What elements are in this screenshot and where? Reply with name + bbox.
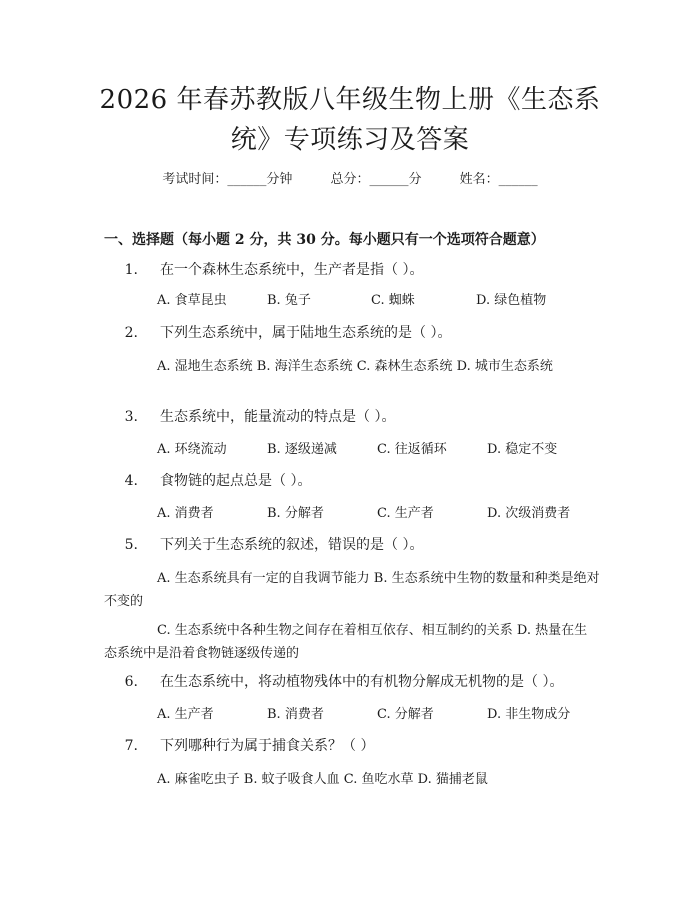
exam-time: 考试时间：______分钟 <box>162 172 293 187</box>
question-number: 4. <box>124 473 138 489</box>
section-heading: 一、选择题（每小题 2 分，共 30 分。每小题只有一个选项符合题意） <box>104 232 545 248</box>
question-stem: 食物链的起点总是（ ）。 <box>160 473 312 489</box>
option: B. 逐级递减 <box>267 442 337 457</box>
option: C. 分解者 <box>377 707 434 722</box>
option: C. 蜘蛛 <box>371 293 415 308</box>
option: A. 消费者 <box>157 506 214 521</box>
question <box>104 470 604 492</box>
question <box>104 671 604 693</box>
option: D. 绿色植物 <box>476 293 547 308</box>
title-line-1: 2026 年春苏教版八年级生物上册《生态系 <box>99 85 601 115</box>
question-options <box>157 439 557 461</box>
option: A. 生产者 <box>157 707 214 722</box>
question-stem: 下列生态系统中，属于陆地生态系统的是（ ）。 <box>160 325 452 341</box>
question-options: A. 麻雀吃虫子 B. 蚊子吸食人血 C. 鱼吃水草 D. 猫捕老鼠 <box>157 772 488 787</box>
question-options: A. 湿地生态系统 B. 海洋生态系统 C. 森林生态系统 D. 城市生态系统 <box>157 359 553 374</box>
question <box>104 735 604 757</box>
question-number: 6. <box>124 674 138 690</box>
option: C. 往返循环 <box>377 442 447 457</box>
document-title <box>60 80 640 160</box>
question-number: 5. <box>124 537 138 553</box>
question-number: 3. <box>124 409 138 425</box>
option: C. 生产者 <box>377 506 434 521</box>
question-options: A. 生态系统具有一定的自我调节能力 B. 生态系统中生物的数量和种类是绝对不变的 <box>104 571 600 609</box>
question-number: 1. <box>124 262 138 278</box>
option: B. 消费者 <box>267 707 324 722</box>
question-stem: 下列关于生态系统的叙述，错误的是（ ）。 <box>160 537 424 553</box>
exam-score: 总分：______分 <box>330 172 422 187</box>
question-number: 7. <box>124 738 138 754</box>
question-stem: 下列哪种行为属于捕食关系？（ ） <box>160 738 375 754</box>
option: A. 环绕流动 <box>157 442 227 457</box>
question-options <box>157 704 570 726</box>
option: D. 稳定不变 <box>487 442 558 457</box>
exam-info <box>0 168 700 187</box>
question-stem: 生态系统中，能量流动的特点是（ ）。 <box>160 409 396 425</box>
option: D. 次级消费者 <box>487 506 571 521</box>
question <box>104 322 604 344</box>
question-number: 2. <box>124 325 138 341</box>
option: B. 兔子 <box>267 293 311 308</box>
question-options: C. 生态系统中各种生物之间存在着相互依存、相互制约的关系 D. 热量在生态系统中是沿着食物链逐级传递的 <box>104 623 588 661</box>
title-line-2: 统》专项练习及答案 <box>230 125 470 155</box>
option: B. 分解者 <box>267 506 324 521</box>
question-stem: 在生态系统中，将动植物残体中的有机物分解成无机物的是（ ）。 <box>160 674 564 690</box>
question-options <box>157 503 570 525</box>
question-options <box>157 290 546 312</box>
exam-name: 姓名：______ <box>459 172 538 187</box>
option: A. 食草昆虫 <box>157 293 227 308</box>
question-stem: 在一个森林生态系统中，生产者是指（ ）。 <box>160 262 424 278</box>
question <box>104 406 604 428</box>
question <box>104 259 604 281</box>
question <box>104 534 604 556</box>
option: D. 非生物成分 <box>487 707 571 722</box>
